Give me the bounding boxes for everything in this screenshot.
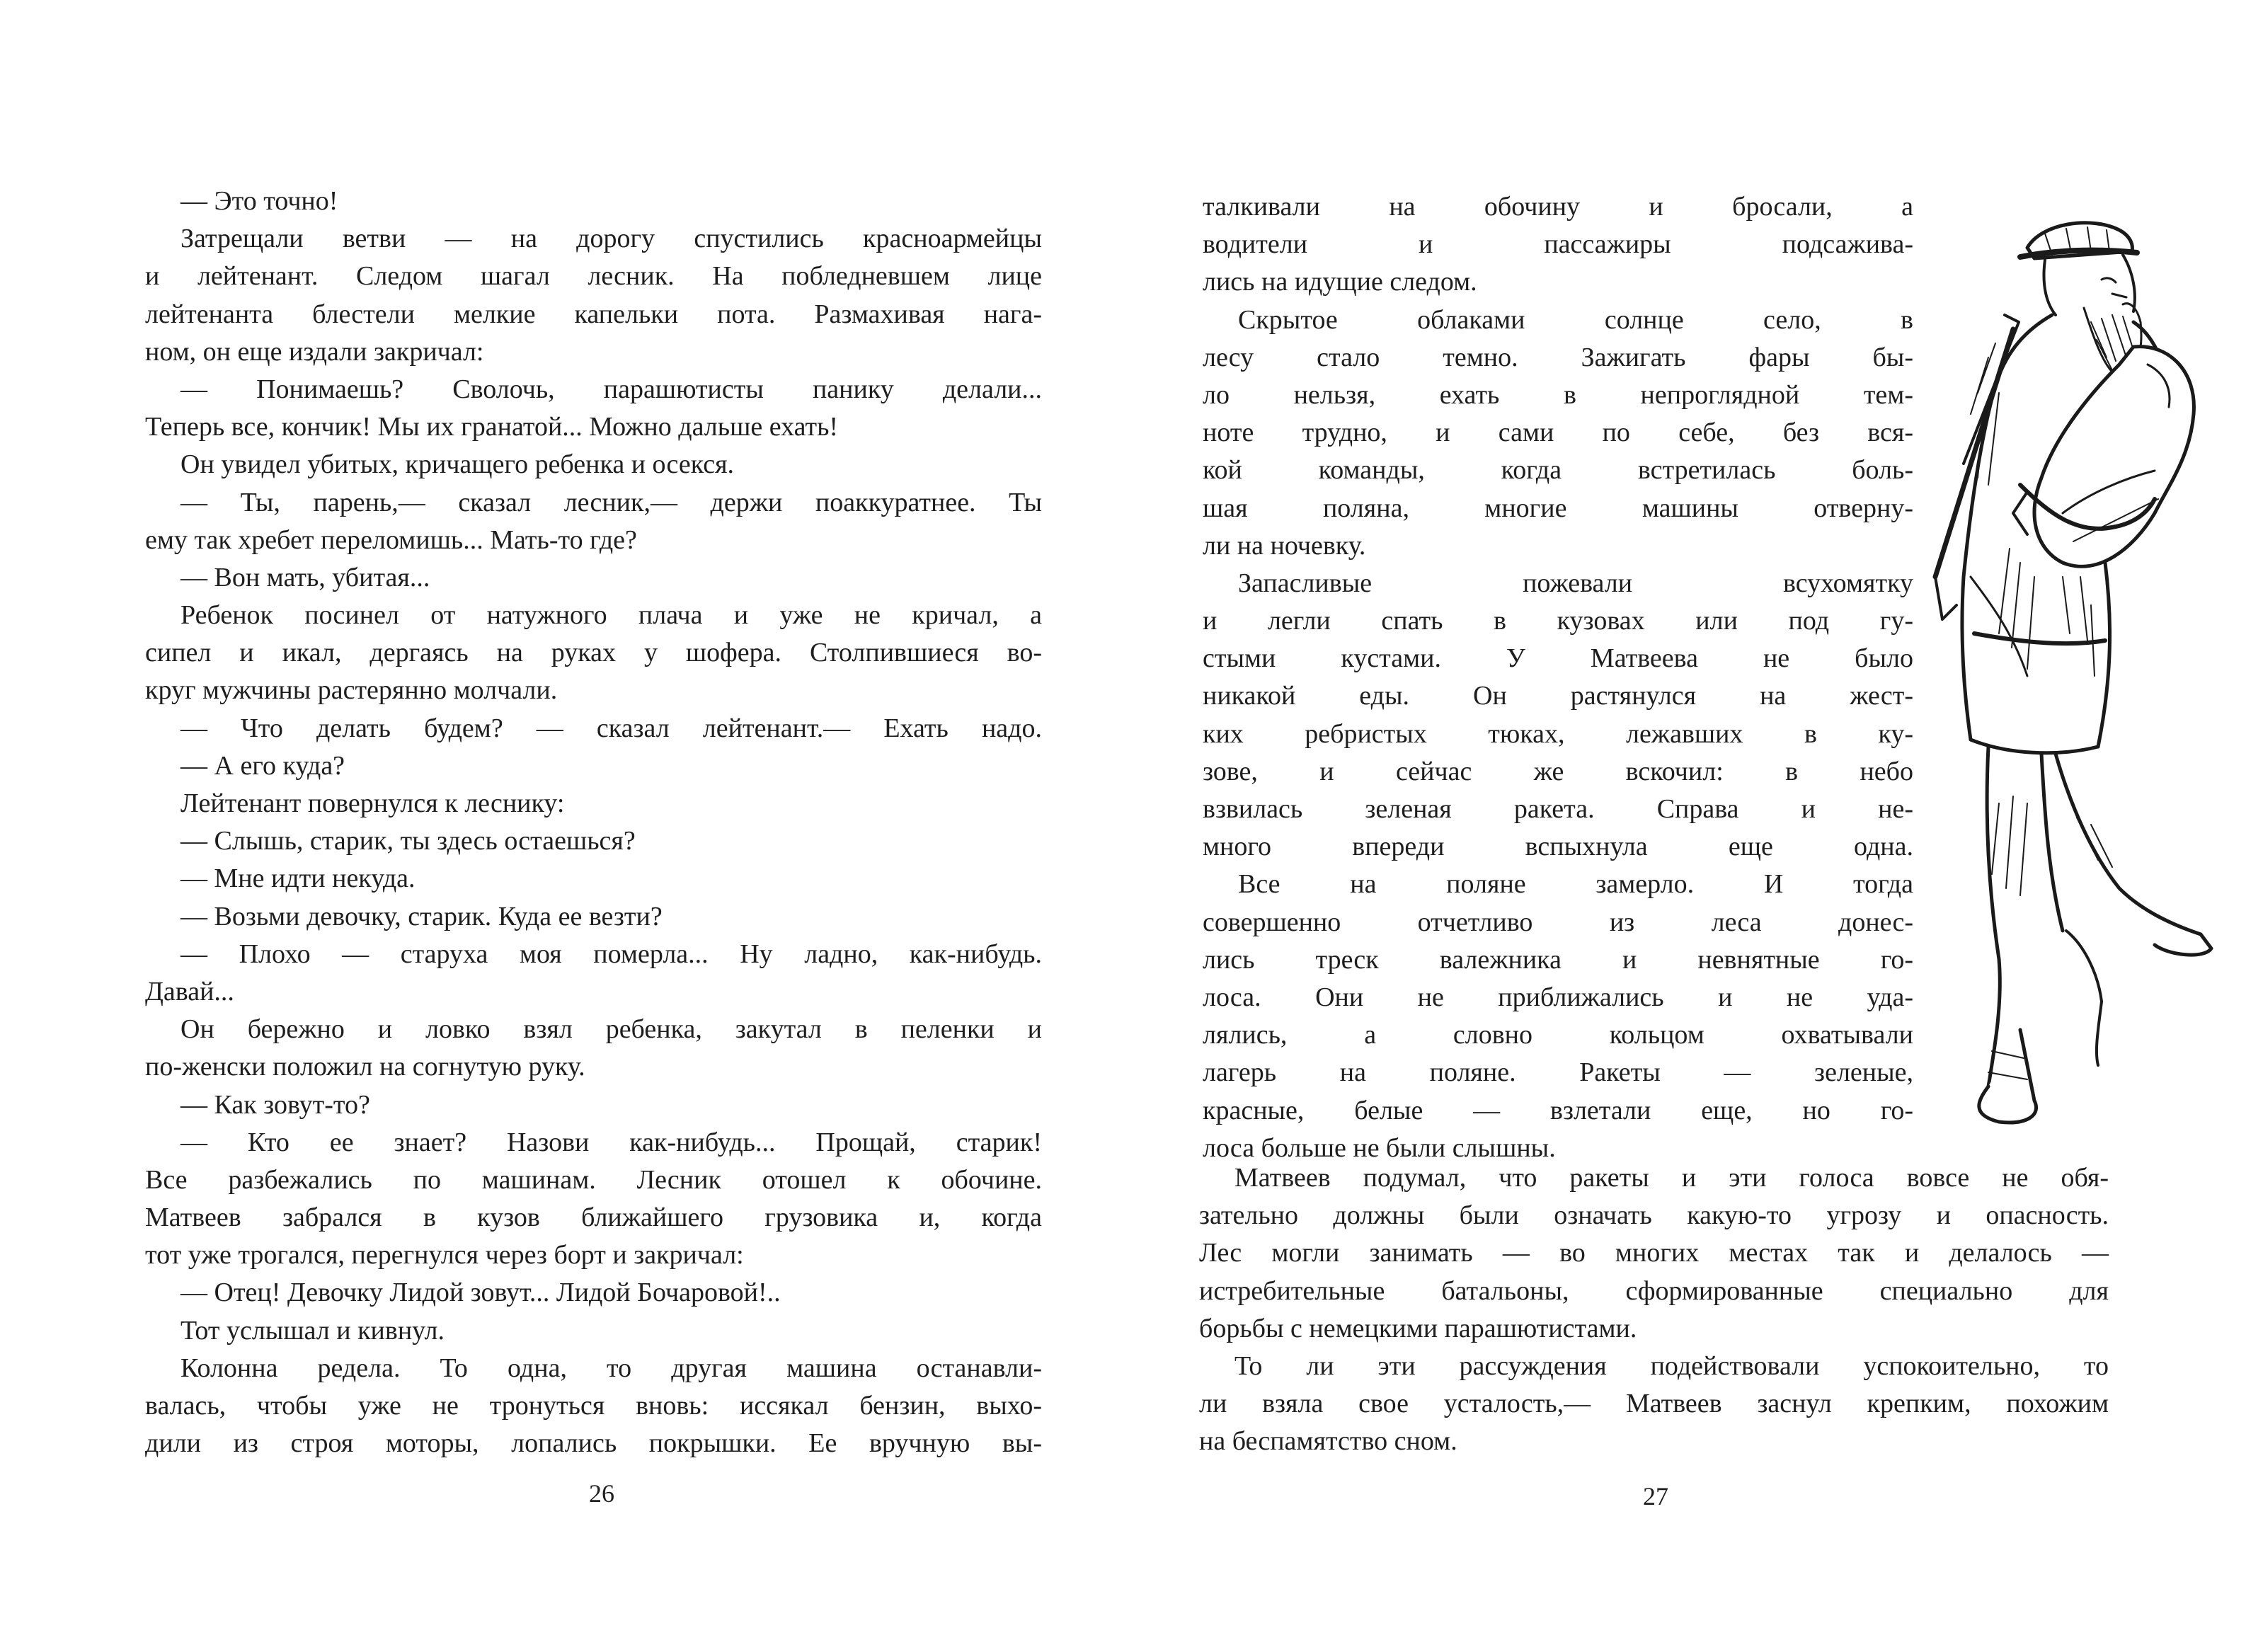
page-number-right: 27 bbox=[1643, 1482, 1668, 1510]
text-line: Скрытое облаками солнце село, в bbox=[1238, 304, 1913, 335]
text-line: Он увидел убитых, кричащего ребенка и осекся. bbox=[181, 449, 735, 480]
text-line: круг мужчины растерянно молчали. bbox=[145, 675, 558, 706]
text-line: и легли спать в кузовах или под гу- bbox=[1203, 606, 1913, 636]
text-line: — Слышь, старик, ты здесь остаешься? bbox=[181, 826, 636, 856]
text-line: зове, и сейчас же вскочил: в небо bbox=[1203, 756, 1913, 786]
text-line: лагерь на поляне. Ракеты — зеленые, bbox=[1203, 1057, 1913, 1088]
left-page-text bbox=[145, 183, 1042, 1462]
text-line: лейтенанта блестели мелкие капельки пота. Размахивая нага- bbox=[145, 299, 1042, 329]
text-line: — Отец! Девочку Лидой зовут... Лидой Бочаровой!.. bbox=[181, 1278, 781, 1308]
text-line: — Это точно! bbox=[181, 186, 338, 216]
text-line: — Ты, парень,— сказал лесник,— держи поаккуратнее. Ты bbox=[181, 487, 1042, 517]
text-line: по-женски положил на согнутую руку. bbox=[145, 1052, 585, 1082]
text-line: — Кто ее знает? Назови как-нибудь... Прощай, старик! bbox=[181, 1127, 1042, 1157]
text-line: взвилась зеленая ракета. Справа и не- bbox=[1203, 794, 1913, 824]
text-line: лоса. Они не приближались и не уда- bbox=[1203, 982, 1913, 1012]
text-line: Ребенок посинел от натужного плача и уже не кричал, а bbox=[181, 600, 1042, 631]
text-line: Матвеев забрался в кузов ближайшего грузовика и, когда bbox=[145, 1203, 1042, 1233]
text-line: — Плохо — старуха моя померла... Ну ладно, как-нибудь. bbox=[181, 939, 1042, 969]
text-line: — Мне идти некуда. bbox=[181, 864, 416, 894]
text-line: лись на идущие следом. bbox=[1203, 267, 1477, 297]
text-line: лись треск валежника и невнятные го- bbox=[1203, 944, 1913, 975]
text-line: много впереди вспыхнула еще одна. bbox=[1203, 832, 1913, 862]
text-line: лесу стало темно. Зажигать фары бы- bbox=[1203, 342, 1913, 372]
text-line: Колонна редела. То одна, то другая машина останавли- bbox=[181, 1353, 1042, 1383]
text-line: стыми кустами. У Матвеева не было bbox=[1203, 643, 1913, 674]
text-line: Тот услышал и кивнул. bbox=[181, 1315, 445, 1346]
text-line: ли взяла свое усталость,— Матвеев заснул крепким, похожим bbox=[1199, 1389, 2109, 1419]
text-line: истребительные батальоны, сформированные специально для bbox=[1199, 1275, 2109, 1306]
text-line: и лейтенант. Следом шагал лесник. На побледневшем лице bbox=[145, 261, 1042, 292]
right-page bbox=[1123, 0, 2246, 1652]
text-line: ему так хребет переломишь... Мать-то где? bbox=[145, 524, 637, 555]
text-line: — А его куда? bbox=[181, 750, 345, 781]
text-line: валась, чтобы уже не тронуться вновь: иссякал бензин, выхо- bbox=[145, 1391, 1042, 1421]
text-line: тот уже трогался, перегнулся через борт и закричал: bbox=[145, 1240, 744, 1270]
old-man-holding-child-illustration bbox=[1921, 180, 2218, 1136]
right-page-text-full-width bbox=[1199, 1159, 2109, 1461]
text-line: ло нельзя, ехать в непроглядной тем- bbox=[1203, 379, 1913, 410]
text-line: То ли эти рассуждения подействовали успокоительно, то bbox=[1234, 1350, 2109, 1381]
text-line: кой команды, когда встретилась боль- bbox=[1203, 455, 1913, 486]
text-line: Он бережно и ловко взял ребенка, закутал в пеленки и bbox=[181, 1014, 1042, 1045]
text-line: Давай... bbox=[145, 976, 234, 1006]
text-line: Все на поляне замерло. И тогда bbox=[1238, 869, 1913, 900]
text-line: — Понимаешь? Сволочь, парашютисты панику делали... bbox=[181, 374, 1042, 404]
text-line: ких ребристых тюках, лежавших в ку- bbox=[1203, 718, 1913, 749]
text-line: Лес могли занимать — во многих местах так и делалось — bbox=[1199, 1238, 2109, 1268]
text-line: лоса больше не были слышны. bbox=[1203, 1132, 1556, 1163]
text-line: красные, белые — взлетали еще, но го- bbox=[1203, 1095, 1913, 1125]
text-line: Затрещали ветви — на дорогу спустились красноармейцы bbox=[181, 224, 1042, 254]
text-line: сипел и икал, дергаясь на руках у шофера. Столпившиеся во- bbox=[145, 638, 1042, 668]
text-line: Все разбежались по машинам. Лесник отошел к обочине. bbox=[145, 1164, 1042, 1195]
page-number-left: 26 bbox=[589, 1479, 614, 1508]
text-line: Лейтенант повернулся к леснику: bbox=[181, 788, 565, 818]
text-line: ноте трудно, и сами по себе, без вся- bbox=[1203, 418, 1913, 448]
text-line: ном, он еще издали закричал: bbox=[145, 336, 484, 367]
text-line: Запасливые пожевали всухомятку bbox=[1238, 568, 1913, 598]
text-line: — Вон мать, убитая... bbox=[181, 562, 430, 592]
text-line: Теперь все, кончик! Мы их гранатой... Можно дальше ехать! bbox=[145, 412, 839, 442]
text-line: лялись, а словно кольцом охватывали bbox=[1203, 1020, 1913, 1050]
text-line: борьбы с немецкими парашютистами. bbox=[1199, 1313, 1637, 1343]
text-line: — Что делать будем? — сказал лейтенант.— Ехать надо. bbox=[181, 713, 1042, 743]
text-line: дили из строя моторы, лопались покрышки. Ее вручную вы- bbox=[145, 1428, 1042, 1459]
text-line: талкивали на обочину и бросали, а bbox=[1203, 192, 1913, 222]
text-line: на беспамятство сном. bbox=[1199, 1426, 1457, 1457]
text-line: — Как зовут-то? bbox=[181, 1089, 370, 1120]
text-line: совершенно отчетливо из леса донес- bbox=[1203, 907, 1913, 937]
text-line: Матвеев подумал, что ракеты и эти голоса вовсе не обя- bbox=[1234, 1163, 2109, 1193]
text-line: водители и пассажиры подсажива- bbox=[1203, 229, 1913, 260]
text-line: зательно должны были означать какую-то угрозу и опасность. bbox=[1199, 1200, 2109, 1231]
right-page-text-beside-illustration bbox=[1203, 188, 1913, 1167]
text-line: — Возьми девочку, старик. Куда ее везти? bbox=[181, 901, 663, 931]
text-line: никакой еды. Он растянулся на жест- bbox=[1203, 681, 1913, 711]
text-line: ли на ночевку. bbox=[1203, 530, 1366, 561]
text-line: шая поляна, многие машины отверну- bbox=[1203, 493, 1913, 523]
